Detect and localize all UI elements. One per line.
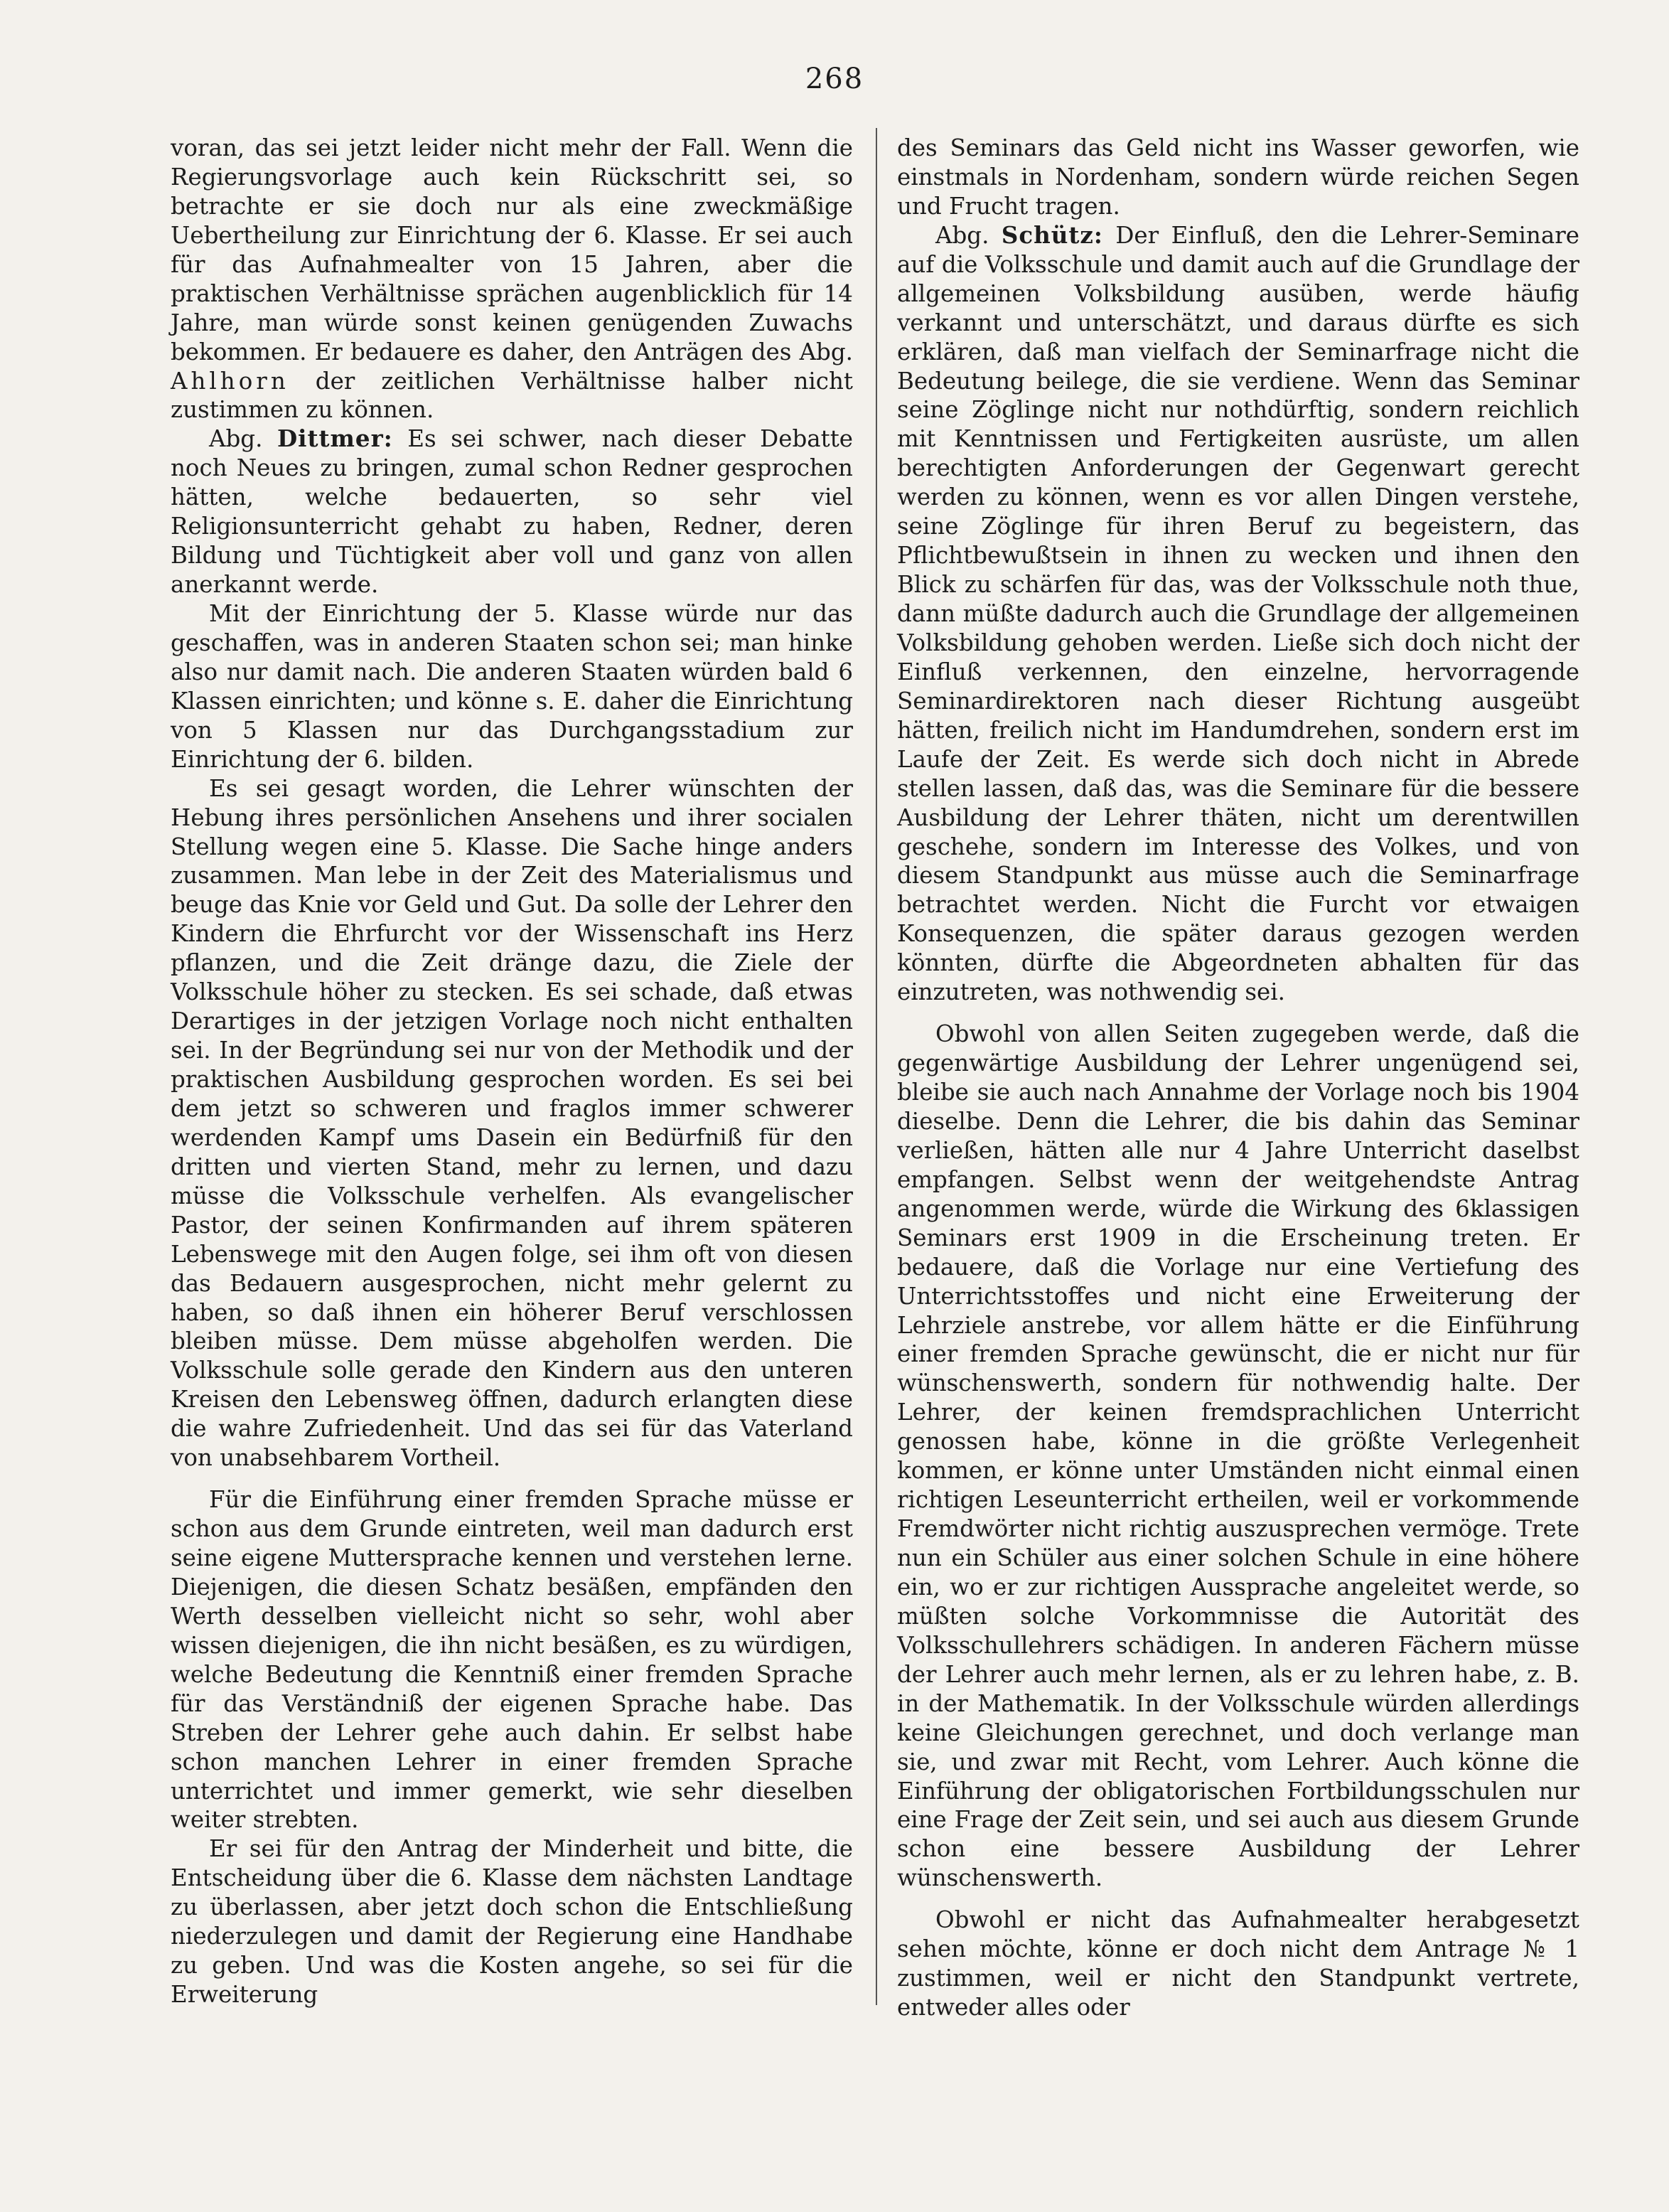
- paragraph-text: voran, das sei jetzt leider nicht mehr der Fall. Wenn die Regierungsvorlage auch kein Rückschritt sei, so betrachte er sie doch nur als eine zweckmäßige Uebertheilung zur Einrichtung der 6. Klasse. Er sei auch für das Aufnahmealter von 15 Jahren, aber die praktischen Verhältnisse sprächen augenblicklich für 14 Jahre, man würde sonst keinen genügenden Zuwachs bekommen. Er bedauere es daher, den Anträgen des Abg.: [171, 134, 853, 365]
- paragraph-text: Mit der Einrichtung der 5. Klasse würde nur das geschaffen, was in anderen Staaten schon sei; man hinke also nur damit nach. Die anderen Staaten würden bald 6 Klassen einrichten; und könne s. E. daher die Einrichtung von 5 Klassen nur das Durchgangsstadium zur Einrichtung der 6. bilden.: [171, 600, 853, 773]
- paragraph-p9: [897, 1020, 1579, 1893]
- paragraph-text: des Seminars das Geld nicht ins Wasser geworfen, wie einstmals in Nordenham, sondern würde reichen Segen und Frucht tragen.: [897, 134, 1579, 220]
- paragraph-text: Obwohl von allen Seiten zugegeben werde, daß die gegenwärtige Ausbildung der Lehrer ungenügend sei, bleibe sie auch nach Annahme der Vorlage noch bis 1904 dieselbe. Denn die Lehrer, die bis dahin das Seminar verließen, hätten alle nur 4 Jahre Unterricht daselbst empfangen. Selbst wenn der weitgehendste Antrag angenommen werde, würde die Wirkung des 6klassigen Seminars erst 1909 in die Erscheinung treten. Er bedauere, daß die Vorlage nur eine Vertiefung des Unterrichtsstoffes und nicht eine Erweiterung der Lehrziele anstrebe, vor allem hätte er die Einführung einer fremden Sprache gewünscht, die er nicht nur für wünschenswerth, sondern für nothwendig halte. Der Lehrer, der keinen fremdsprachlichen Unterricht genossen habe, könne in die größte Verlegenheit kommen, er könne unter Umständen nicht einmal einen richtigen Leseunterricht ertheilen, weil er vorkommende Fremdwörter nicht richtig auszusprechen vermöge. Trete nun ein Schüler aus einer solchen Schule in eine höhere ein, wo er zur richtigen Aussprache angeleitet werde, so müßten solche Vorkommnisse die Autorität des Volksschullehrers schädigen. In anderen Fächern müsse der Lehrer auch mehr lernen, als er zu lehren habe, z. B. in der Mathematik. In der Volksschule würden allerdings keine Gleichungen gerechnet, und doch verlange man sie, und zwar mit Recht, vom Lehrer. Auch könne die Einführung der obligatorischen Fortbildungsschulen nur eine Frage der Zeit sein, und sei auch aus diesem Grunde schon eine bessere Ausbildung der Lehrer wünschenswerth.: [897, 1020, 1579, 1892]
- paragraph-p4: [171, 774, 853, 1473]
- page-number: 268: [805, 63, 864, 95]
- paragraph-text: Für die Einführung einer fremden Sprache müsse er schon aus dem Grunde eintreten, weil man dadurch erst seine eigene Muttersprache kennen und verstehen lerne. Diejenigen, die diesen Schatz besäßen, empfänden den Werth desselben vielleicht nicht so sehr, wohl aber wissen diejenigen, die ihn nicht besäßen, es zu würdigen, welche Bedeutung die Kenntniß einer fremden Sprache für das Verständniß der eigenen Sprache habe. Das Streben der Lehrer gehe auch dahin. Er selbst habe schon manchen Lehrer in einer fremden Sprache unterrichtet und immer gemerkt, wie sehr dieselben weiter strebten.: [171, 1486, 853, 1834]
- paragraph-p3: [171, 599, 853, 774]
- right-column: [897, 134, 1579, 2022]
- paragraph-text: Obwohl er nicht das Aufnahmealter herabgesetzt sehen möchte, könne er doch nicht dem Antrage № 1 zustimmen, weil er nicht den Standpunkt vertrete, entweder alles oder: [897, 1906, 1579, 2021]
- paragraph-text: Abg.: [209, 425, 277, 453]
- spaced-name: Ahlhorn: [171, 367, 289, 395]
- paragraph-p1: [171, 134, 853, 424]
- paragraph-p10: [897, 1906, 1579, 2022]
- column-divider: [876, 128, 877, 2005]
- paragraph-p7: [897, 134, 1579, 221]
- paragraph-p5: [171, 1485, 853, 1834]
- paragraph-text: der zeitlichen Verhältnisse halber nicht zustimmen zu können.: [171, 367, 853, 424]
- left-column: [171, 134, 853, 2009]
- paragraph-text: Er sei für den Antrag der Minderheit und bitte, die Entscheidung über die 6. Klasse dem nächsten Landtage zu überlassen, aber jetzt doch schon die Entschließung niederzulegen und damit der Regierung eine Handhabe zu geben. Und was die Kosten angehe, so sei für die Erweiterung: [171, 1835, 853, 2009]
- speaker-name: Dittmer:: [277, 424, 393, 453]
- paragraph-text: Es sei gesagt worden, die Lehrer wünschten der Hebung ihres persönlichen Ansehens und ihrer socialen Stellung wegen eine 5. Klasse. Die Sache hinge anders zusammen. Man lebe in der Zeit des Materialismus und beuge das Knie vor Geld und Gut. Da solle der Lehrer den Kindern die Ehrfurcht vor der Wissenschaft ins Herz pflanzen, und die Zeit dränge dazu, die Ziele der Volksschule höher zu stecken. Es sei schade, daß etwas Derartiges in der jetzigen Vorlage noch nicht enthalten sei. In der Begründung sei nur von der Methodik und der praktischen Ausbildung gesprochen worden. Es sei bei dem jetzt so schweren und fraglos immer schwerer werdenden Kampf ums Dasein ein Bedürfniß für den dritten und vierten Stand, mehr zu lernen, und dazu müsse die Volksschule verhelfen. Als evangelischer Pastor, der seinen Konfirmanden auf ihrem späteren Lebenswege mit den Augen folge, sei ihm oft von diesen das Bedauern ausgesprochen, nicht mehr gelernt zu haben, so daß ihnen ein höherer Beruf verschlossen bleiben müsse. Dem müsse abgeholfen werden. Die Volksschule solle gerade den Kindern aus den unteren Kreisen den Lebensweg öffnen, dadurch erlangten diese die wahre Zufriedenheit. Und das sei für das Vaterland von unabsehbarem Vortheil.: [171, 774, 853, 1472]
- paragraph-p8: [897, 221, 1579, 1007]
- speaker-name: Schütz:: [1001, 220, 1103, 249]
- paragraph-text: Es sei schwer, nach dieser Debatte noch Neues zu bringen, zumal schon Redner gesprochen hätten, welche bedauerten, so sehr viel Religionsunterricht gehabt zu haben, Redner, deren Bildung und Tüchtigkeit aber voll und ganz von allen anerkannt werde.: [171, 425, 854, 599]
- paragraph-p2: [171, 424, 853, 599]
- paragraph-text: Der Einfluß, den die Lehrer-Seminare auf die Volksschule und damit auch auf die Grundlage der allgemeinen Volksbildung ausüben, werde häufig verkannt und unterschätzt, und daraus dürfte es sich erklären, daß man vielfach der Seminarfrage nicht die Bedeutung beilege, die sie verdiene. Wenn das Seminar seine Zöglinge nicht nur nothdürftig, sondern reichlich mit Kenntnissen und Fertigkeiten ausrüste, um allen berechtigten Anforderungen der Gegenwart gerecht werden zu können, wenn es vor allen Dingen verstehe, seine Zöglinge für ihren Beruf zu begeistern, das Pflichtbewußtsein in ihnen zu wecken und ihnen den Blick zu schärfen für das, was der Volksschule noth thue, dann müßte dadurch auch die Grundlage der allgemeinen Volksbildung gehoben werden. Ließe sich doch nicht der Einfluß verkennen, den einzelne, hervorragende Seminardirektoren nach dieser Richtung ausgeübt hätten, freilich nicht im Handumdrehen, sondern erst im Laufe der Zeit. Es werde sich doch nicht in Abrede stellen lassen, daß das, was die Seminare für die bessere Ausbildung der Lehrer thäten, nicht um derentwillen geschehe, sondern im Interesse des Volkes, und von diesem Standpunkt aus müsse auch die Seminarfrage betrachtet werden. Nicht die Furcht vor etwaigen Konsequenzen, die später daraus gezogen werden könnten, dürfte die Abgeordneten abhalten für das einzutreten, was nothwendig sei.: [897, 221, 1579, 1006]
- paragraph-p6: [171, 1834, 853, 2009]
- paragraph-text: Abg.: [935, 221, 1002, 249]
